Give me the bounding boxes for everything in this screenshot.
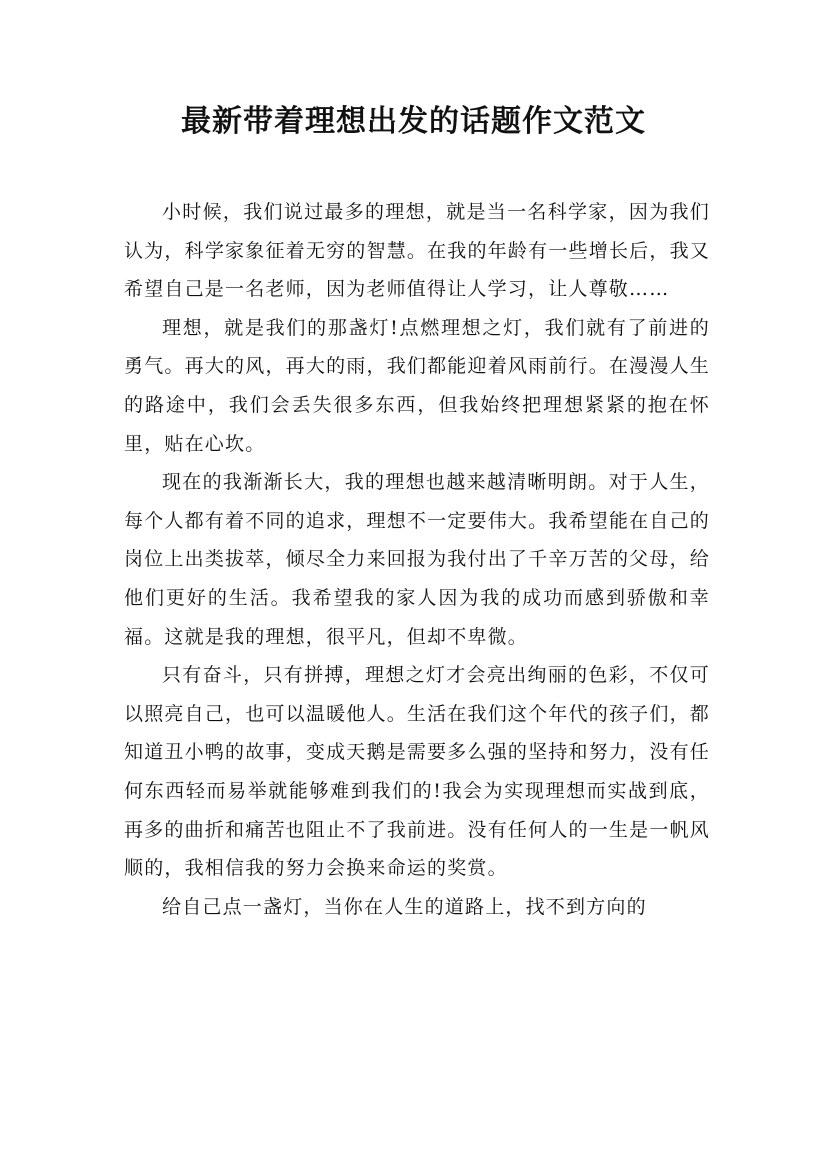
paragraph: 小时候，我们说过最多的理想，就是当一名科学家，因为我们认为，科学家象征着无穷的智慧。在我的年龄有一些增长后，我又希望自己是一名老师，因为老师值得让人学习，让人尊敬…… bbox=[124, 201, 710, 301]
document-title: 最新带着理想出发的话题作文范文 bbox=[181, 104, 646, 139]
paragraph: 理想，就是我们的那盏灯!点燃理想之灯，我们就有了前进的勇气。再大的风，再大的雨，我们都能迎着风雨前行。在漫漫人生的路途中，我们会丢失很多东西，但我始终把理想紧紧的抱在怀里，贴在心坎。 bbox=[124, 316, 710, 455]
document-body bbox=[124, 193, 710, 926]
paragraph: 只有奋斗，只有拼搏，理想之灯才会亮出绚丽的色彩，不仅可以照亮自己，也可以温暖他人。生活在我们这个年代的孩子们，都知道丑小鸭的故事，变成天鹅是需要多么强的坚持和努力，没有任何东西轻而易举就能够难到我们的!我会为实现理想而实战到底，再多的曲折和痛苦也阻止不了我前进。没有任何人的一生是一帆风顺的，我相信我的努力会换来命运的奖赏。 bbox=[124, 664, 710, 880]
paragraph: 给自己点一盏灯，当你在人生的道路上，找不到方向的 bbox=[162, 895, 647, 918]
paragraph: 现在的我渐渐长大，我的理想也越来越清晰明朗。对于人生，每个人都有着不同的追求，理想不一定要伟大。我希望能在自己的岗位上出类拔萃，倾尽全力来回报为我付出了千辛万苦的父母，给他们更好的生活。我希望我的家人因为我的成功而感到骄傲和幸福。这就是我的理想，很平凡，但却不卑微。 bbox=[124, 471, 710, 648]
